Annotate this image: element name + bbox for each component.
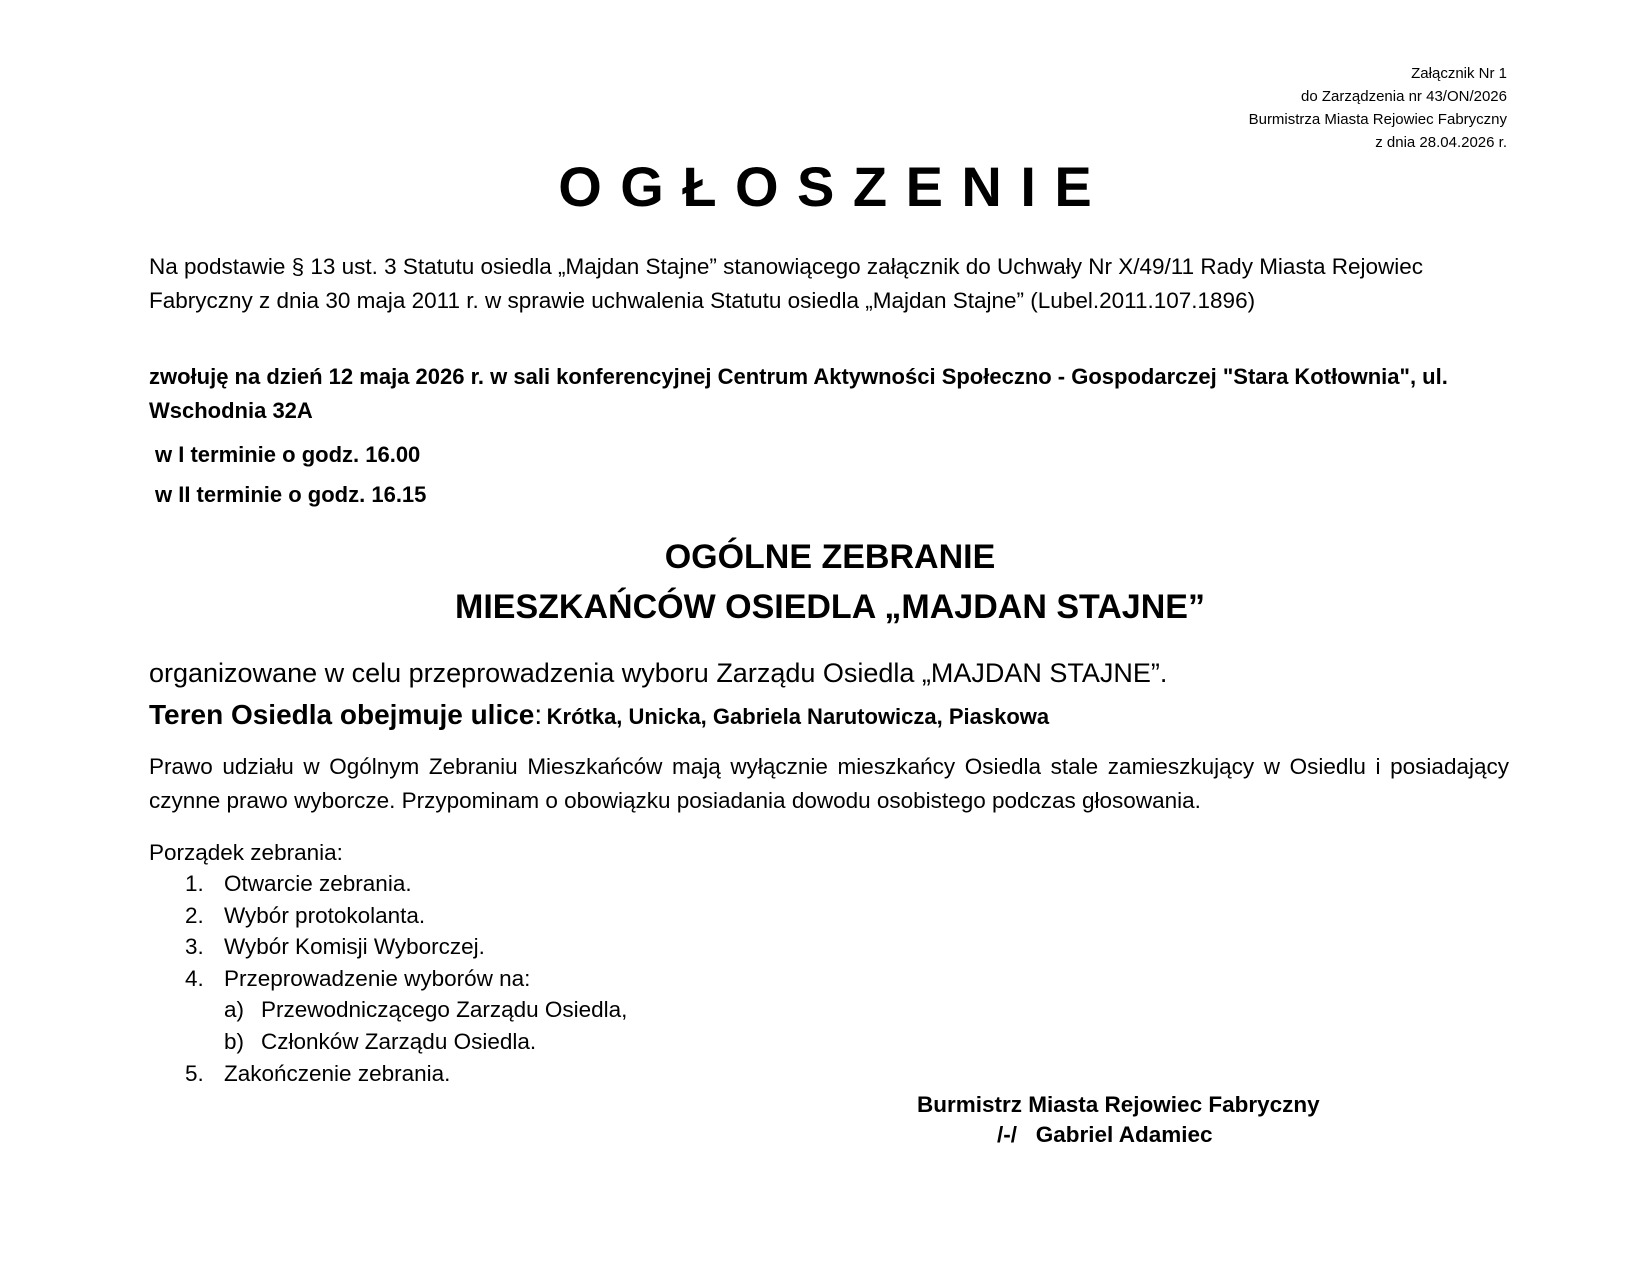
annex-line-2: do Zarządzenia nr 43/ON/2026 [1301, 88, 1507, 105]
first-term: w I terminie o godz. 16.00 [155, 442, 421, 467]
annex-line-4: z dnia 28.04.2026 r. [1375, 134, 1507, 151]
list-item-text: Zakończenie zebrania. [224, 1060, 451, 1086]
list-item [185, 1058, 627, 1090]
sub-list-item [185, 994, 627, 1026]
list-item [185, 868, 627, 900]
list-item-number: 2. [185, 902, 204, 928]
agenda-list [185, 868, 627, 1089]
meeting-heading-line-2: MIESZKAŃCÓW OSIEDLA „MAJDAN STAJNE” [455, 588, 1205, 626]
second-term: w II terminie o godz. 16.15 [155, 482, 427, 507]
sub-list-item [185, 1026, 627, 1058]
list-item-text: Wybór protokolanta. [224, 902, 426, 928]
legal-basis-paragraph: Na podstawie § 13 ust. 3 Statutu osiedla „Majdan Stajne” stanowiącego załącznik do Uchwały Nr X/49/11 Rady Miasta Rejowiec Fabryczny z dnia 30 maja 2011 r. w sprawie uchwalenia Statutu osiedla „Majdan Stajne” (Lubel.2011.107.1896) [149, 254, 1423, 313]
meeting-heading-line-1: OGÓLNE ZEBRANIE [664, 538, 996, 576]
list-item-number: 4. [185, 965, 204, 991]
sub-item-text: Członków Zarządu Osiedla. [261, 1028, 537, 1054]
list-item-text: Otwarcie zebrania. [224, 871, 412, 896]
list-item-text: Przeprowadzenie wyborów na: [224, 965, 531, 991]
sub-item-letter: b) [224, 1028, 245, 1054]
annex-line-3: Burmistrza Miasta Rejowiec Fabryczny [1248, 111, 1507, 128]
annex-note [1249, 62, 1507, 154]
agenda-title: Porządek zebrania: [149, 840, 343, 865]
document-title: OGŁOSZENIE [558, 155, 1111, 218]
convening-paragraph: zwołuję na dzień 12 maja 2026 r. w sali konferencyjnej Centrum Aktywności Społeczno - Gospodarczej "Stara Kotłownia", ul. Wschodnia 32A [149, 364, 1448, 423]
list-item-number: 5. [185, 1060, 204, 1086]
list-item-number: 1. [185, 871, 204, 896]
streets-line [149, 696, 1509, 739]
purpose-paragraph: organizowane w celu przeprowadzenia wyboru Zarządu Osiedla „MAJDAN STAJNE”. [149, 658, 1168, 688]
streets-list: Krótka, Unicka, Gabriela Narutowicza, Piaskowa [546, 704, 1050, 729]
voting-rights-paragraph: Prawo udziału w Ogólnym Zebraniu Mieszkańców mają wyłącznie mieszkańcy Osiedla stale zamieszkujący w Osiedlu i posiadający czynne prawo wyborcze. Przypominam o obowiązku posiadania dowodu osobistego podczas głosowania. [149, 754, 1509, 813]
sub-item-letter: a) [224, 997, 245, 1023]
streets-label: Teren Osiedla obejmuje ulice [149, 699, 535, 730]
list-item [185, 931, 627, 963]
list-item [185, 963, 627, 995]
annex-line-1: Załącznik Nr 1 [1411, 65, 1507, 82]
sub-item-text: Przewodniczącego Zarządu Osiedla, [261, 997, 628, 1023]
list-item-number: 3. [185, 934, 204, 960]
signature-name-text: /-/ Gabriel Adamiec [997, 1122, 1213, 1147]
signature-name [997, 1120, 1213, 1150]
list-item-text: Wybór Komisji Wyborczej. [224, 934, 485, 960]
signature-title: Burmistrz Miasta Rejowiec Fabryczny [917, 1092, 1320, 1117]
streets-separator: : [534, 699, 543, 730]
list-item [185, 900, 627, 932]
